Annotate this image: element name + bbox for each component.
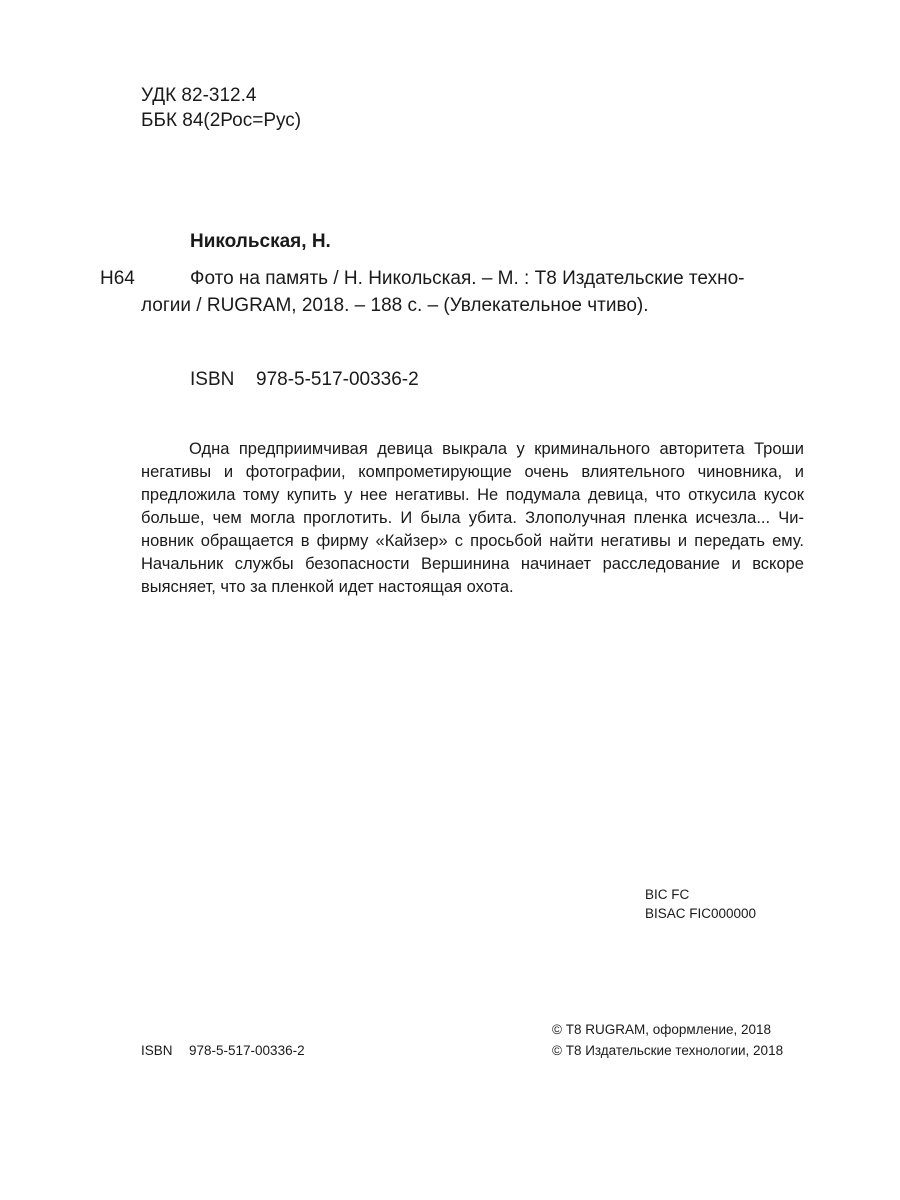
udk-code: УДК 82-312.4 — [141, 85, 257, 106]
isbn-record — [190, 369, 419, 391]
author-mark: Н64 — [100, 268, 135, 289]
annotation-line: Одна предприимчивая девица выкрала у криминального авторитета Троши — [189, 440, 804, 458]
annotation-line: предложила тому купить у нее негативы. Не подумала девица, что откусила кусок — [141, 486, 804, 504]
copyright-design: © Т8 RUGRAM, оформление, 2018 — [552, 1022, 772, 1037]
annotation-line: новник обращается в фирму «Кайзер» с просьбой найти негативы и передать ему. — [141, 532, 804, 550]
bibliographic-description-line-1: Фото на память / Н. Никольская. – М. : Т8 Издательские техно- — [190, 268, 745, 289]
isbn-value: 978-5-517-00336-2 — [256, 369, 419, 390]
annotation-line: Начальник службы безопасности Вершинина начинает расследование и вскоре — [141, 555, 804, 573]
annotation-line: выясняет, что за пленкой идет настоящая охота. — [141, 578, 514, 596]
bibliographic-description-line-2: логии / RUGRAM, 2018. – 188 с. – (Увлекательное чтиво). — [141, 295, 649, 316]
footer-isbn-label: ISBN — [141, 1043, 173, 1058]
copyright-publisher: © Т8 Издательские технологии, 2018 — [552, 1043, 784, 1058]
bbk-code: ББК 84(2Рос=Рус) — [141, 110, 302, 131]
author-heading: Никольская, Н. — [190, 231, 331, 252]
footer-isbn-value: 978-5-517-00336-2 — [189, 1043, 305, 1058]
bic-code: BIC FC — [645, 887, 690, 902]
footer-isbn — [141, 1043, 305, 1058]
isbn-label: ISBN — [190, 369, 235, 390]
bisac-code: BISAC FIC000000 — [645, 906, 757, 921]
annotation-line: негативы и фотографии, компрометирующие очень влиятельного чиновника, и — [141, 463, 804, 481]
annotation-line: больше, чем могла проглотить. И была убита. Злополучная пленка исчезла... Чи- — [141, 509, 804, 527]
